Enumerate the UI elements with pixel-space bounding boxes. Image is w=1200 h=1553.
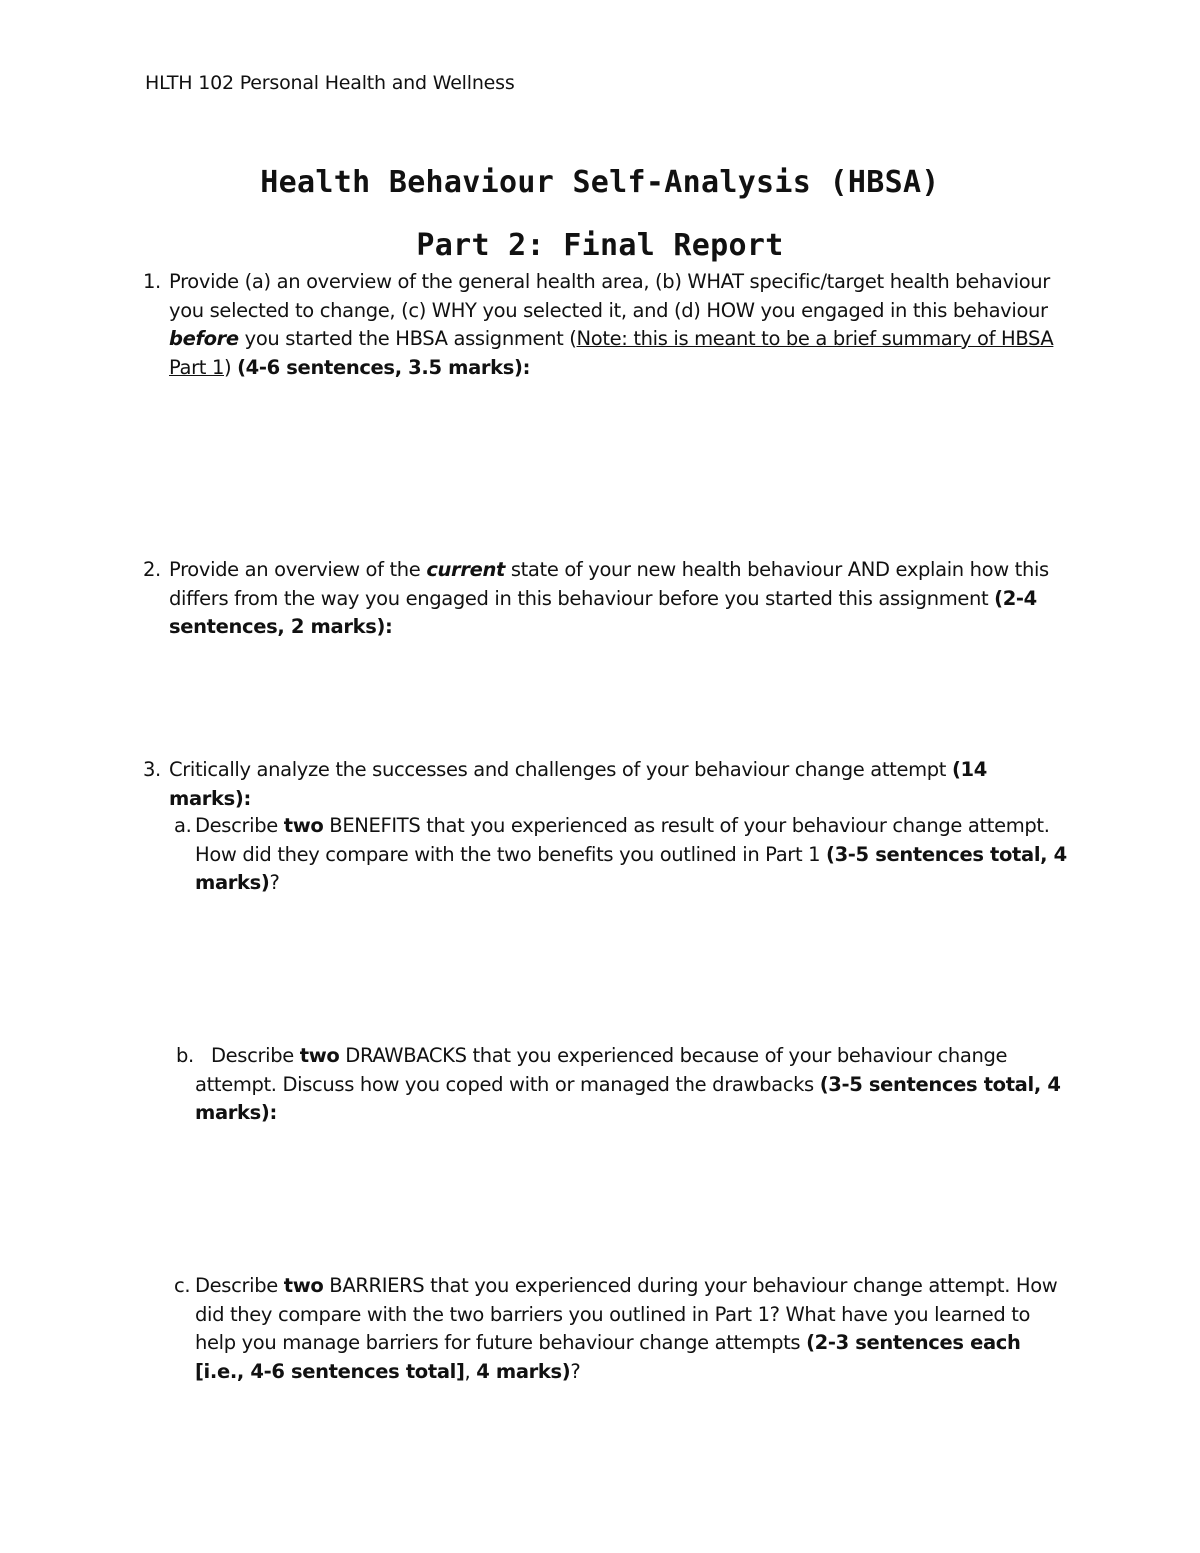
document-subtitle: Part 2: Final Report (416, 228, 784, 263)
emphasis-text: current (426, 558, 505, 581)
question-text: BENEFITS that you experienced as result of your behaviour change attempt. How did they compare with the two benefits you outlined in Part 1 (195, 814, 1050, 866)
question-number: 2. (143, 558, 161, 581)
question-text: state of your new health behaviour AND explain how this differs from the way you engaged in this behaviour before you started this assignment (169, 558, 1049, 610)
marks-text: (2-3 sentences each [i.e., 4-6 sentences total] (195, 1331, 1021, 1383)
course-header: HLTH 102 Personal Health and Wellness (145, 72, 515, 94)
question-text: ? (570, 1359, 581, 1383)
question-text: Critically analyze the successes and challenges of your behaviour change attempt (169, 758, 952, 781)
question-text: ? (269, 871, 280, 894)
emphasis-text: before (169, 327, 239, 350)
emphasis-text: two (283, 1274, 324, 1297)
subquestion-c (174, 1272, 1075, 1386)
subquestion-label: a. (174, 814, 192, 837)
question-text: you started the HBSA assignment ( (238, 327, 577, 350)
question-3 (143, 756, 1069, 813)
question-text: Describe (211, 1044, 300, 1067)
subquestion-b (176, 1042, 1075, 1128)
question-text: Describe (195, 1274, 284, 1297)
marks-text: (2-4 sentences, 2 marks): (169, 586, 1037, 638)
question-text: , (464, 1359, 477, 1383)
subquestion-a (174, 812, 1075, 898)
subquestion-label: c. (174, 1274, 191, 1297)
document-title: Health Behaviour Self-Analysis (HBSA) (260, 165, 940, 200)
question-text: ) (224, 355, 238, 379)
emphasis-text: two (299, 1044, 340, 1067)
question-number: 3. (143, 758, 161, 781)
emphasis-text: two (283, 814, 324, 837)
note-text: Note: this is meant to be a brief summary of HBSA Part 1 (169, 327, 1054, 379)
subquestion-label: b. (176, 1044, 194, 1067)
question-1 (143, 268, 1069, 382)
question-text: Provide an overview of the (169, 558, 427, 581)
question-text: BARRIERS that you experienced during your behaviour change attempt. How did they compare with the two barriers you outlined in Part 1? What have you learned to help you manage barriers for future behaviour change attempts (195, 1274, 1058, 1354)
marks-text: (4-6 sentences, 3.5 marks): (237, 355, 531, 379)
marks-text: (14 marks): (169, 758, 987, 810)
question-text: Describe (195, 814, 284, 837)
marks-text: (3-5 sentences total, 4 marks) (195, 842, 1067, 894)
marks-text: 4 marks) (476, 1359, 571, 1383)
question-number: 1. (143, 270, 161, 293)
marks-text: (3-5 sentences total, 4 marks): (195, 1072, 1061, 1124)
question-text: Provide (a) an overview of the general health area, (b) WHAT specific/target health behaviour you selected to change, (c) WHY you selected it, and (d) HOW you engaged in this behaviour (169, 270, 1050, 322)
question-text: DRAWBACKS that you experienced because of your behaviour change attempt. Discuss how you coped with or managed the drawbacks (195, 1044, 1008, 1096)
question-2 (143, 556, 1069, 642)
